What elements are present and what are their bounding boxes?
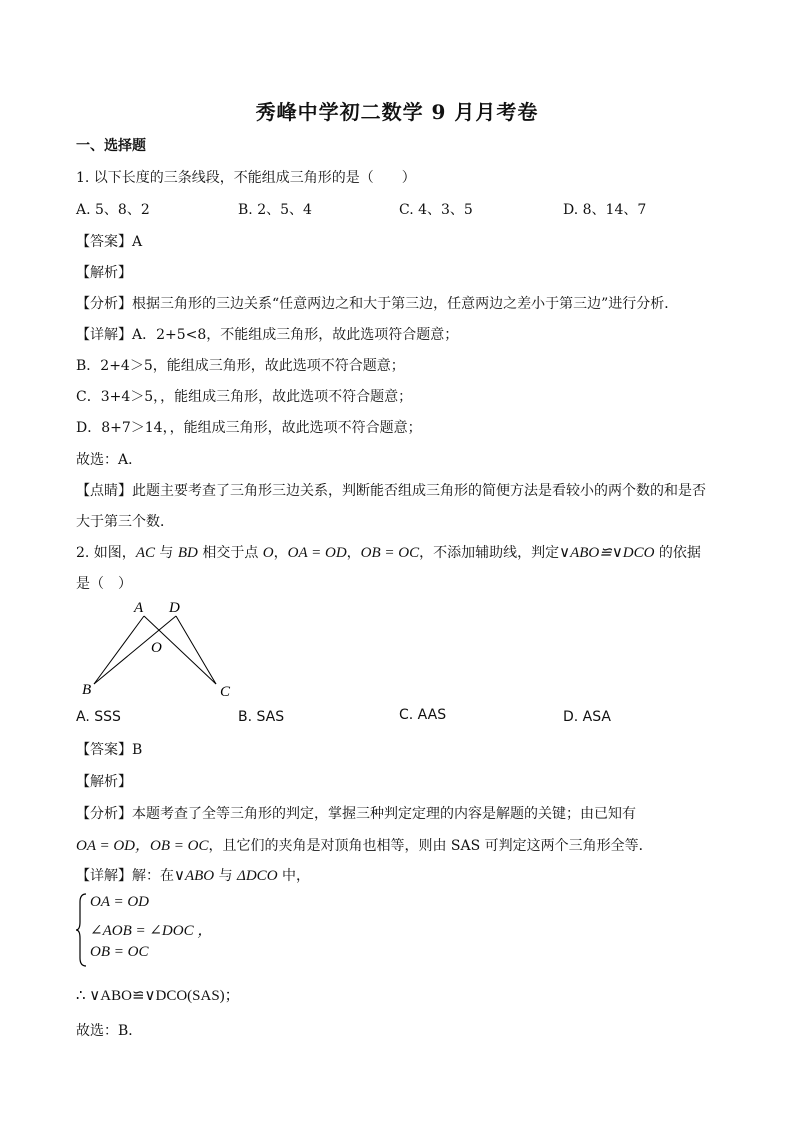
congruence-statement: ∨ABO≌∨DCO — [559, 545, 655, 561]
q2-analysis-label: 【解析】 — [76, 774, 132, 790]
q2-option-b: B. SAS — [238, 709, 285, 725]
equation-system — [76, 892, 276, 968]
q2-analysis-2 — [76, 834, 653, 855]
q1-comment-2: 大于第三个数． — [76, 514, 174, 530]
q1-detail: 【详解】A．2+5<8，不能组成三角形，故此选项符合题意； — [76, 327, 459, 343]
q1-option-b: B. 2、5、4 — [238, 202, 312, 218]
q1-detail-b: B．2+4＞5，能组成三角形，故此选项不符合题意； — [76, 358, 405, 374]
q1-option-a: A. 5、8、2 — [76, 202, 150, 218]
q2-option-a: A. SSS — [76, 709, 121, 725]
section-heading: 一、选择题 — [76, 138, 146, 154]
q2-choice: 故选：B． — [76, 1023, 143, 1039]
segment-bd: BD — [177, 545, 198, 561]
eq-oa-od: OA = OD — [287, 545, 347, 561]
q2-comma-2: ， — [346, 545, 361, 561]
system-row-1: OA = OD — [90, 894, 150, 910]
q2-stem-mid: ，不添加辅助线，判定 — [419, 545, 560, 561]
q2-analysis-eq: OA = OD，OB = OC — [76, 838, 209, 854]
q2-intersect: 相交于点 — [197, 545, 263, 561]
q1-comment-1: 【点睛】此题主要考查了三角形三边关系，判断能否组成三角形的简便方法是看较小的两个数的和是否 — [76, 483, 706, 499]
system-row-3: OB = OC — [90, 944, 149, 960]
q1-option-d: D. 8、14、7 — [563, 202, 647, 218]
q1-answer: 【答案】A — [76, 234, 143, 250]
line-bd — [94, 616, 176, 684]
q1-stem: 1. 以下长度的三条线段，不能组成三角形的是（ ） — [76, 170, 416, 186]
q2-detail — [76, 865, 310, 885]
q1-detail-c: C．3+4＞5，，能组成三角形，故此选项不符合题意； — [76, 389, 413, 405]
q2-stem-line2: 是（ ） — [76, 576, 132, 592]
eq-ob-oc: OB = OC — [360, 545, 420, 561]
q2-option-c: C. AAS — [399, 707, 447, 723]
triangle-figure — [76, 596, 246, 706]
q2-stem — [76, 542, 701, 562]
q2-and: 与 — [154, 545, 178, 561]
triangle-abo: ∨ABO — [174, 868, 215, 884]
label-c: C — [220, 684, 231, 700]
q2-detail-end: 中， — [277, 868, 310, 884]
point-o: O — [262, 545, 274, 561]
label-d: D — [169, 600, 180, 616]
q2-analysis-text: ，且它们的夹角是对顶角也相等，则由 SAS 可判定这两个三角形全等． — [208, 838, 653, 854]
q2-stem-start: 2. 如图， — [76, 545, 136, 561]
left-brace-icon — [76, 892, 88, 968]
q1-choice: 故选：A． — [76, 452, 143, 468]
q1-analysis: 【分析】根据三角形的三边关系“任意两边之和大于第三边，任意两边之差小于第三边”进行分析． — [76, 296, 679, 312]
line-ba — [94, 616, 144, 684]
q2-option-d: D. ASA — [563, 709, 611, 725]
q1-detail-d: D．8+7＞14，，能组成三角形，故此选项不符合题意； — [76, 420, 422, 436]
line-dc — [176, 616, 216, 684]
q2-detail-start: 【详解】解：在 — [76, 868, 174, 884]
q2-detail-and: 与 — [214, 868, 238, 884]
q1-analysis-label: 【解析】 — [76, 265, 132, 281]
q2-analysis-1: 【分析】本题考查了全等三角形的判定，掌握三种判定定理的内容是解题的关键；由已知有 — [76, 806, 636, 822]
triangle-dco: ΔDCO — [237, 868, 278, 884]
label-o: O — [151, 640, 162, 656]
label-a: A — [134, 600, 144, 616]
q2-comma-1: ， — [273, 545, 288, 561]
segment-ac: AC — [135, 545, 155, 561]
system-row-2: ∠AOB = ∠DOC ， — [90, 923, 213, 939]
label-b: B — [82, 682, 92, 698]
exam-title: 秀峰中学初二数学 9 月月考卷 — [255, 100, 539, 124]
q2-conclusion: ∴ ∨ABO≌∨DCO(SAS)； — [76, 988, 240, 1004]
q1-option-c: C. 4、3、5 — [399, 202, 473, 218]
q2-stem-end: 的依据 — [654, 545, 701, 561]
q2-answer: 【答案】B — [76, 742, 143, 758]
